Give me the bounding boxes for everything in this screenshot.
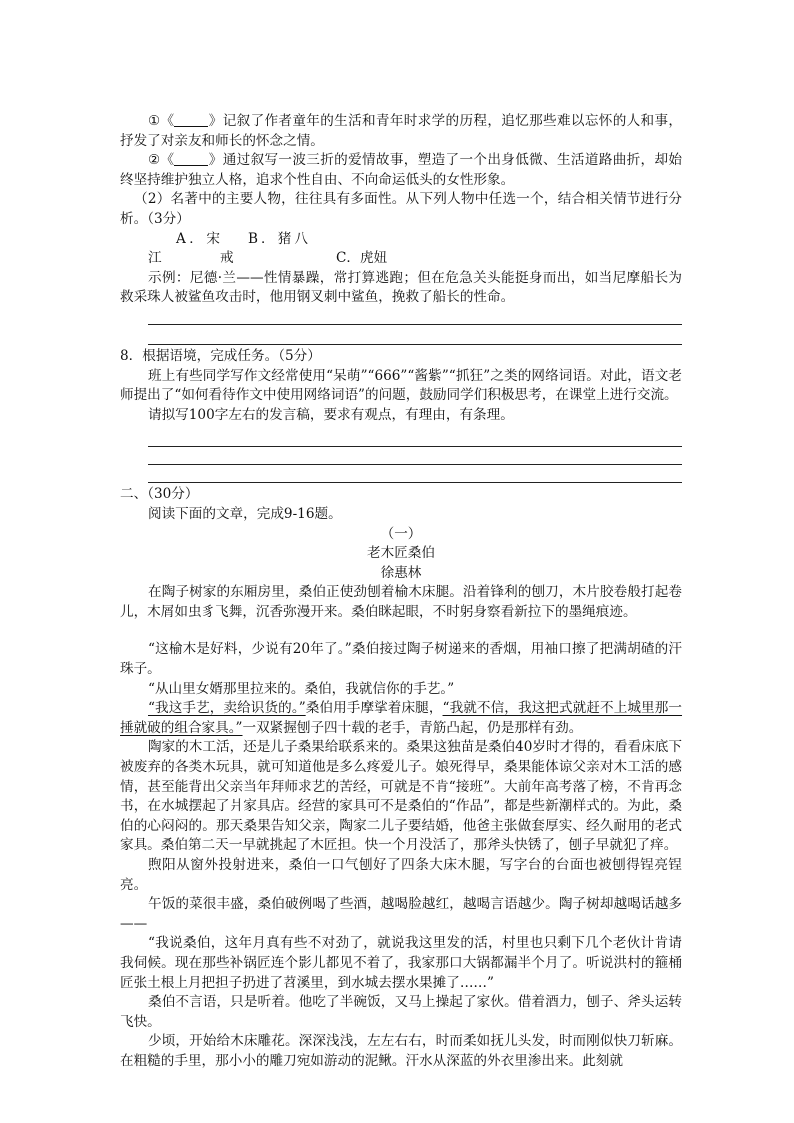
section-instruction: 阅读下面的文章，完成9-16题。	[148, 505, 342, 522]
q7-sub2: （2）名著中的主要人物，往往具有多面性。从下列人物中任选一个，结合相关情节进行分析。（3分）	[120, 191, 682, 227]
article-paragraph: 午饭的菜很丰盛，桑伯破例喝了些酒，越喝脸越红，越喝言语越少。陶子树却越喝话越多——	[120, 896, 682, 932]
q7-options	[120, 230, 682, 269]
article-author: 徐惠林	[380, 564, 422, 581]
article-paragraph: 陶家的木工活，还是儿子桑果给联系来的。桑果这独苗是桑伯40岁时才得的，看看床底下被废弃的各类木玩具，就可知道他是多么疼爱儿子。娘死得早，桑果能体谅父亲对木工活的感情，甚至能背出父亲当年拜师求艺的苦经，可就是不肯“接班”。大前年高考落了榜，不肯再念书，在水城摆起了爿家具店。经营的家具可不是桑伯的“作品”，都是些新潮样式的。为此，桑伯的心闷闷的。那天桑果告知父亲，陶家二儿子要结婚，他爸主张做套厚实、经久耐用的老式家具。桑伯第二天一早就挑起了木匠担。快一个月没活了，那斧头快锈了，刨子早就犯了痒。	[120, 739, 682, 854]
answer-line[interactable]	[148, 344, 682, 345]
q7-item2: ②《 》通过叙写一波三折的爱情故事，塑造了一个出身低微、生活道路曲折，却始终坚持维护独立人格，追求个性自由、不向命运低头的女性形象。	[120, 152, 683, 188]
article-paragraph: 煦阳从窗外投射进来，桑伯一口气刨好了四条大床木腿，写字台的台面也被刨得锃亮锃亮。	[120, 857, 682, 893]
article-paragraph: “从山里女婿那里拉来的。桑伯，我就信你的手艺。”	[148, 680, 455, 697]
q8-title: 8．根据语境，完成任务。（5分）	[120, 347, 321, 364]
option-b: B．猪八戒	[220, 230, 308, 267]
article-paragraph: 桑伯不言语，只是听着。他吃了半碗饭，又马上操起了家伙。借着酒力，刨子、斧头运转飞快。	[120, 994, 682, 1030]
article-paragraph: “我这手艺，卖给识货的。”桑伯用手摩挲着床腿，“我就不信，我这把式就赶不上城里那一捶就破的组合家具。”一双紧握刨子四十载的老手，青筋凸起，仍是那样有劲。	[120, 700, 683, 736]
q7-item1: ①《 》记叙了作者童年的生活和青年时求学的历程，追忆那些难以忘怀的人和事，抒发了对亲友和师长的怀念之情。	[120, 113, 683, 149]
option-a: A．宋江	[148, 230, 220, 267]
article-paragraph: 少顷，开始给木床雕花。深深浅浅，左左右右，时而柔如抚儿头发，时而刚似快刀斩麻。在粗糙的手里，那小小的雕刀宛如游动的泥鳅。汗水从深蓝的外衣里渗出来。此刻就	[120, 1033, 682, 1069]
article-title: 老木匠桑伯	[367, 545, 435, 562]
q8-context: 班上有些同学写作文经常使用“呆萌”“666”“酱紫”“抓狂”之类的网络词语。对此，语文老师提出了“如何看待作文中使用网络词语”的问题，鼓励同学们积极思考，在课堂上进行交流。	[120, 367, 682, 404]
document-page	[120, 112, 682, 1072]
article-paragraph: “我说桑伯，这年月真有些不对劲了，就说我这里发的活，村里也只剩下几个老伙计肯请我伺候。现在那些补锅匠连个影儿都见不着了，我家那口大锅都漏半个月了。听说洪村的箍桶匠张土根上月把担子扔进了苕溪里，到水城去摆水果摊了……”	[120, 935, 682, 991]
article-paragraph: 在陶子树家的东厢房里，桑伯正使劲刨着榆木床腿。沿着锋利的刨刀，木片胶卷般打起卷儿，木屑如虫豸飞舞，沉香弥漫开来。桑伯眯起眼，不时躬身察看新拉下的墨绳痕迹。	[120, 584, 682, 620]
section-heading: 二、（30分）	[120, 486, 199, 503]
article-paragraph: “这榆木是好料，少说有20年了。”桑伯接过陶子树递来的香烟，用袖口擦了把满胡碴的汗珠子。	[120, 641, 682, 678]
answer-blank[interactable]	[174, 113, 208, 127]
option-c: C．虎妞	[336, 250, 388, 267]
underlined-sentence: “我就不信，我这把式就赶不上城里那一捶就破的组合家具。”	[120, 700, 683, 736]
q8-task: 请拟写100字左右的发言稿，要求有观点，有理由，有条理。	[148, 406, 514, 423]
part-number: （一）	[380, 525, 422, 542]
answer-blank[interactable]	[174, 152, 208, 166]
underlined-sentence: “我这手艺，卖给识货的。”	[148, 700, 306, 717]
answer-line[interactable]	[148, 482, 682, 483]
q7-example: 示例：尼德·兰——性情暴躁，常打算逃跑；但在危急关头能挺身而出，如当尼摩船长为救采珠人被鲨鱼攻击时，他用钢叉刺中鲨鱼，挽救了船长的性命。	[120, 269, 682, 306]
